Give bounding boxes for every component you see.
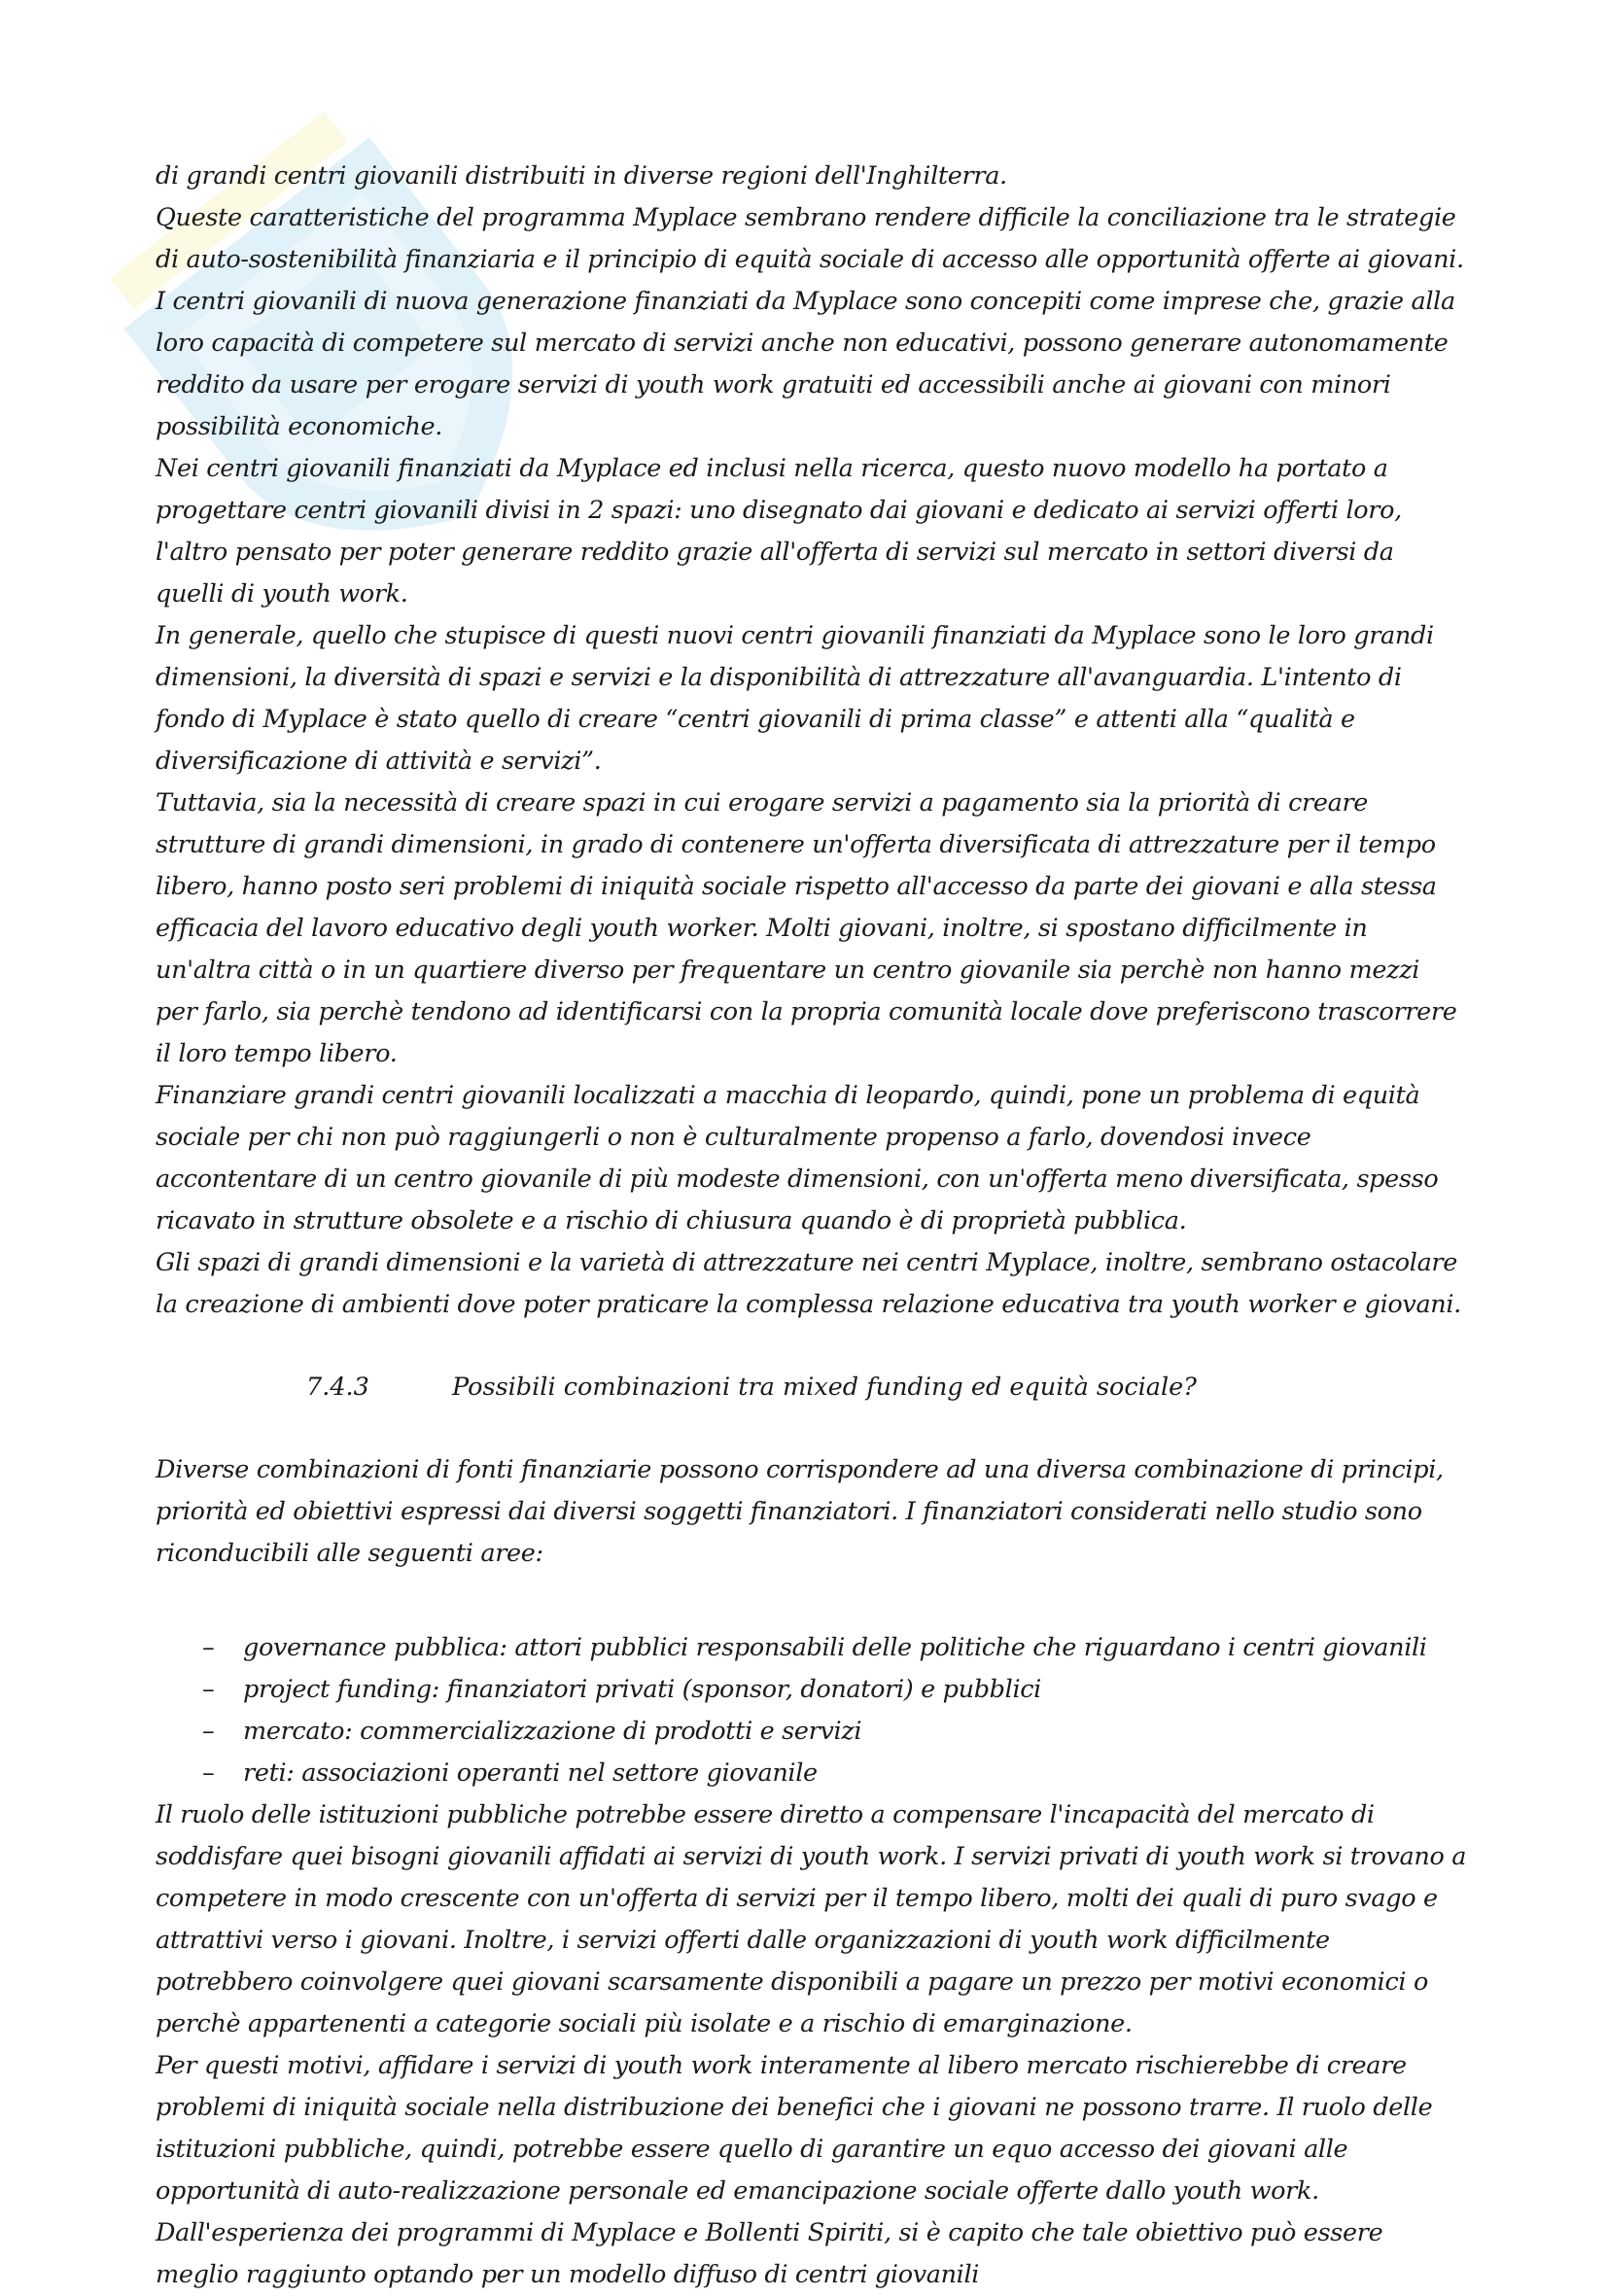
list-item xyxy=(156,1627,1468,1669)
paragraph: Finanziare grandi centri giovanili localizzati a macchia di leopardo, quindi, pone un problema di equità sociale per chi non può raggiungerli o non è culturalmente propenso a farlo, dovendosi invece accontentare di un centro giovanile di più modeste dimensioni, con un'offerta meno diversificata, spesso ricavato in strutture obsolete e a rischio di chiusura quando è di proprietà pubblica. xyxy=(156,1081,1439,1235)
section-number: 7.4.3 xyxy=(306,1373,369,1402)
list-item-text: governance pubblica: attori pubblici responsabili delle politiche che riguardano i centri giovanili xyxy=(243,1633,1427,1662)
paragraph: Per questi motivi, affidare i servizi di youth work interamente al libero mercato rischierebbe di creare problemi di iniquità sociale nella distribuzione dei benefici che i giovani ne possono trarre. Il ruolo delle istituzioni pubbliche, quindi, potrebbe essere quello di garantire un equo accesso dei giovani alle opportunità di auto-realizzazione personale ed emancipazione sociale offerte dallo youth work. Dall'esperienza dei programmi di Myplace e Bollenti Spiriti, si è capito che tale obiettivo può essere meglio raggiunto optando per un modello diffuso di centri giovanili xyxy=(156,2051,1433,2289)
list-item xyxy=(156,1669,1468,1711)
list-item xyxy=(156,1753,1468,1794)
paragraph: Gli spazi di grandi dimensioni e la varietà di attrezzature nei centri Myplace, inoltre, sembrano ostacolare la creazione di ambienti dove poter praticare la complessa relazione educativa tra youth worker e giovani. xyxy=(156,1248,1461,1319)
body-text-top xyxy=(156,156,1468,1326)
list-item-text: mercato: commercializzazione di prodotti e servizi xyxy=(243,1717,862,1746)
bullet-dash: – xyxy=(202,1675,215,1704)
paragraph: di grandi centri giovanili distribuiti in diverse regioni dell'Inghilterra. xyxy=(156,161,1007,191)
section-heading xyxy=(156,1367,1468,1409)
paragraph: Queste caratteristiche del programma Myplace sembrano rendere difficile la conciliazione tra le strategie di auto-sostenibilità finanziaria e il principio di equità sociale di accesso alle opportunità offerte ai giovani. xyxy=(156,203,1464,274)
list-item-text: reti: associazioni operanti nel settore giovanile xyxy=(243,1758,818,1788)
paragraph: Tuttavia, sia la necessità di creare spazi in cui erogare servizi a pagamento sia la priorità di creare strutture di grandi dimensioni, in grado di contenere un'offerta diversificata di attrezzature per il tempo libero, hanno posto seri problemi di iniquità sociale rispetto all'accesso da parte dei giovani e alla stessa efficacia del lavoro educativo degli youth worker. Molti giovani, inoltre, si spostano difficilmente in un'altra città o in un quartiere diverso per frequentare un centro giovanile sia perchè non hanno mezzi per farlo, sia perchè tendono ad identificarsi con la propria comunità locale dove preferiscono trascorrere il loro tempo libero. xyxy=(156,788,1457,1068)
list-item-text: project funding: finanziatori privati (sponsor, donatori) e pubblici xyxy=(243,1675,1041,1704)
paragraph: In generale, quello che stupisce di questi nuovi centri giovanili finanziati da Myplace sono le loro grandi dimensioni, la diversità di spazi e servizi e la disponibilità di attrezzature all'avanguardia. L'intento di fondo di Myplace è stato quello di creare “centri giovanili di prima classe” e attenti alla “qualità e diversificazione di attività e servizi”. xyxy=(156,621,1434,776)
bullet-dash: – xyxy=(202,1717,215,1746)
paragraph: I centri giovanili di nuova generazione finanziati da Myplace sono concepiti come imprese che, grazie alla loro capacità di competere sul mercato di servizi anche non educativi, possono generare autonomamente reddito da usare per erogare servizi di youth work gratuiti ed accessibili anche ai giovani con minori possibilità economiche. xyxy=(156,287,1455,441)
bullet-dash: – xyxy=(202,1633,215,1662)
list-item xyxy=(156,1711,1468,1753)
body-text-bottom xyxy=(156,1794,1468,2296)
document-page xyxy=(156,156,1468,2296)
paragraph: Il ruolo delle istituzioni pubbliche potrebbe essere diretto a compensare l'incapacità del mercato di soddisfare quei bisogni giovanili affidati ai servizi di youth work. I servizi privati di youth work si trovano a competere in modo crescente con un'offerta di servizi per il tempo libero, molti dei quali di puro svago e attrattivi verso i giovani. Inoltre, i servizi offerti dalle organizzazioni di youth work difficilmente potrebbero coinvolgere quei giovani scarsamente disponibili a pagare un prezzo per motivi economici o perchè appartenenti a categorie sociali più isolate e a rischio di emarginazione. xyxy=(156,1800,1467,2038)
intro-paragraph: Diverse combinazioni di fonti finanziarie possono corrispondere ad una diversa combinazione di principi, priorità ed obiettivi espressi dai diversi soggetti finanziatori. I finanziatori considerati nello studio sono riconducibili alle seguenti aree: xyxy=(156,1455,1444,1568)
funder-list xyxy=(156,1627,1468,1794)
bullet-dash: – xyxy=(202,1758,215,1788)
section-title: Possibili combinazioni tra mixed funding ed equità sociale? xyxy=(452,1373,1197,1402)
paragraph: Nei centri giovanili finanziati da Myplace ed inclusi nella ricerca, questo nuovo modello ha portato a progettare centri giovanili divisi in 2 spazi: uno disegnato dai giovani e dedicato ai servizi offerti loro, l'altro pensato per poter generare reddito grazie all'offerta di servizi sul mercato in settori diversi da quelli di youth work. xyxy=(156,454,1402,609)
